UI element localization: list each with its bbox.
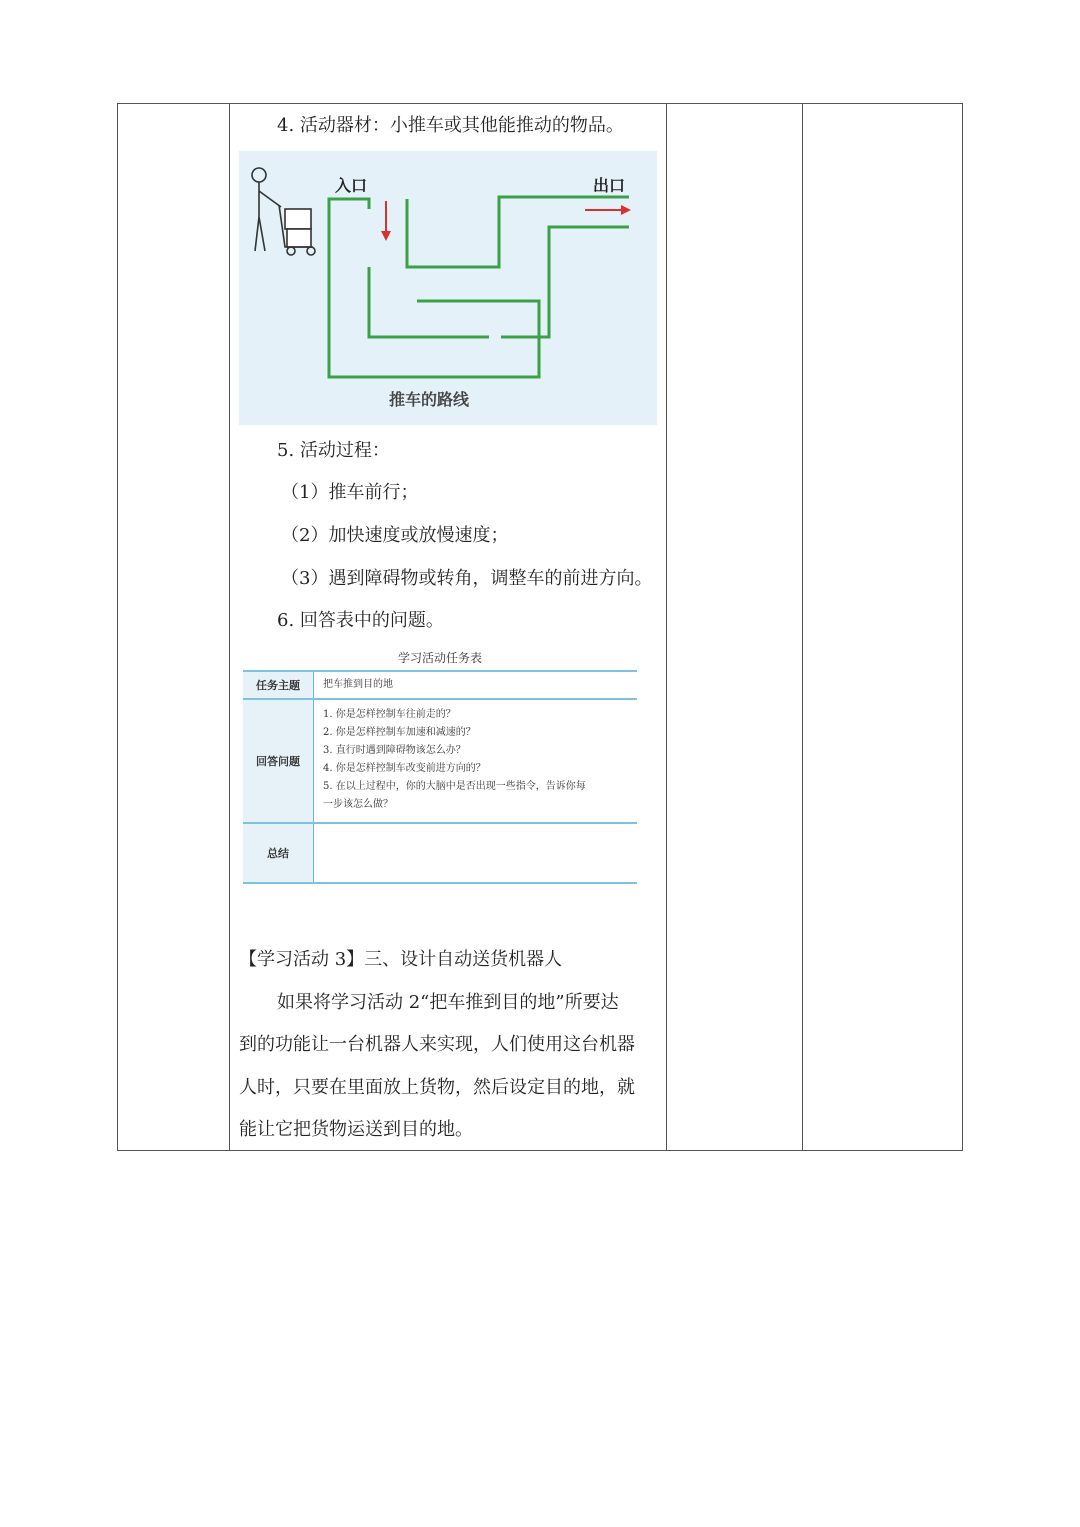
maze-caption: 推车的路线: [389, 390, 470, 409]
summary-label: 总结: [243, 824, 314, 882]
topic-value: 把车推到目的地: [323, 679, 393, 690]
person-pushing-cart-icon: [252, 168, 315, 255]
question-item: 2. 你是怎样控制车加速和减速的？: [323, 727, 476, 738]
question-item: 1. 你是怎样控制车往前走的？: [323, 709, 456, 720]
activity-3-heading: 【学习活动 3】三、设计自动送货机器人: [239, 949, 563, 970]
item-4-materials: 4. 活动器材：小推车或其他能推动的物品。: [277, 115, 624, 136]
maze-exit-label: 出口: [593, 176, 626, 195]
question-item: 5. 在以上过程中，你的大脑中是否出现一些指令，告诉你每: [323, 781, 586, 792]
table-rule: [243, 882, 637, 884]
question-item: 一步该怎么做？: [323, 799, 393, 810]
maze-illustration: [239, 151, 657, 425]
topic-label: 任务主题: [243, 672, 314, 698]
maze-walls: [329, 197, 629, 377]
task-table: [243, 670, 637, 884]
direction-arrow-icon: [381, 201, 631, 241]
column-divider: [802, 104, 803, 1150]
column-divider: [666, 104, 667, 1150]
questions-label: 回答问题: [243, 700, 314, 822]
maze-entrance-label: 入口: [335, 176, 368, 195]
activity-3-paragraph-line: 能让它把货物运送到目的地。: [239, 1119, 473, 1140]
activity-3-paragraph-line: 到的功能让一台机器人来实现，人们使用这台机器: [239, 1034, 635, 1055]
task-row-topic: [243, 672, 637, 698]
activity-3-paragraph-line: 人时，只要在里面放上货物，然后设定目的地，就: [239, 1077, 635, 1098]
task-table-title: 学习活动任务表: [397, 651, 482, 665]
task-row-questions: [243, 700, 637, 822]
task-row-summary: [243, 824, 637, 882]
question-item: 3. 直行时遇到障碍物该怎么办？: [323, 745, 466, 756]
process-step-3: （3）遇到障碍物或转角，调整车的前进方向。: [281, 568, 653, 589]
activity-3-paragraph-line: 如果将学习活动 2“把车推到目的地”所要达: [277, 992, 619, 1013]
question-item: 4. 你是怎样控制车改变前进方向的？: [323, 763, 486, 774]
activity-content-cell: [229, 103, 666, 1151]
item-5-process: 5. 活动过程：: [277, 440, 390, 461]
process-step-2: （2）加快速度或放慢速度；: [281, 525, 509, 546]
item-6-answer: 6. 回答表中的问题。: [277, 610, 444, 631]
process-step-1: （1）推车前行；: [281, 482, 419, 503]
